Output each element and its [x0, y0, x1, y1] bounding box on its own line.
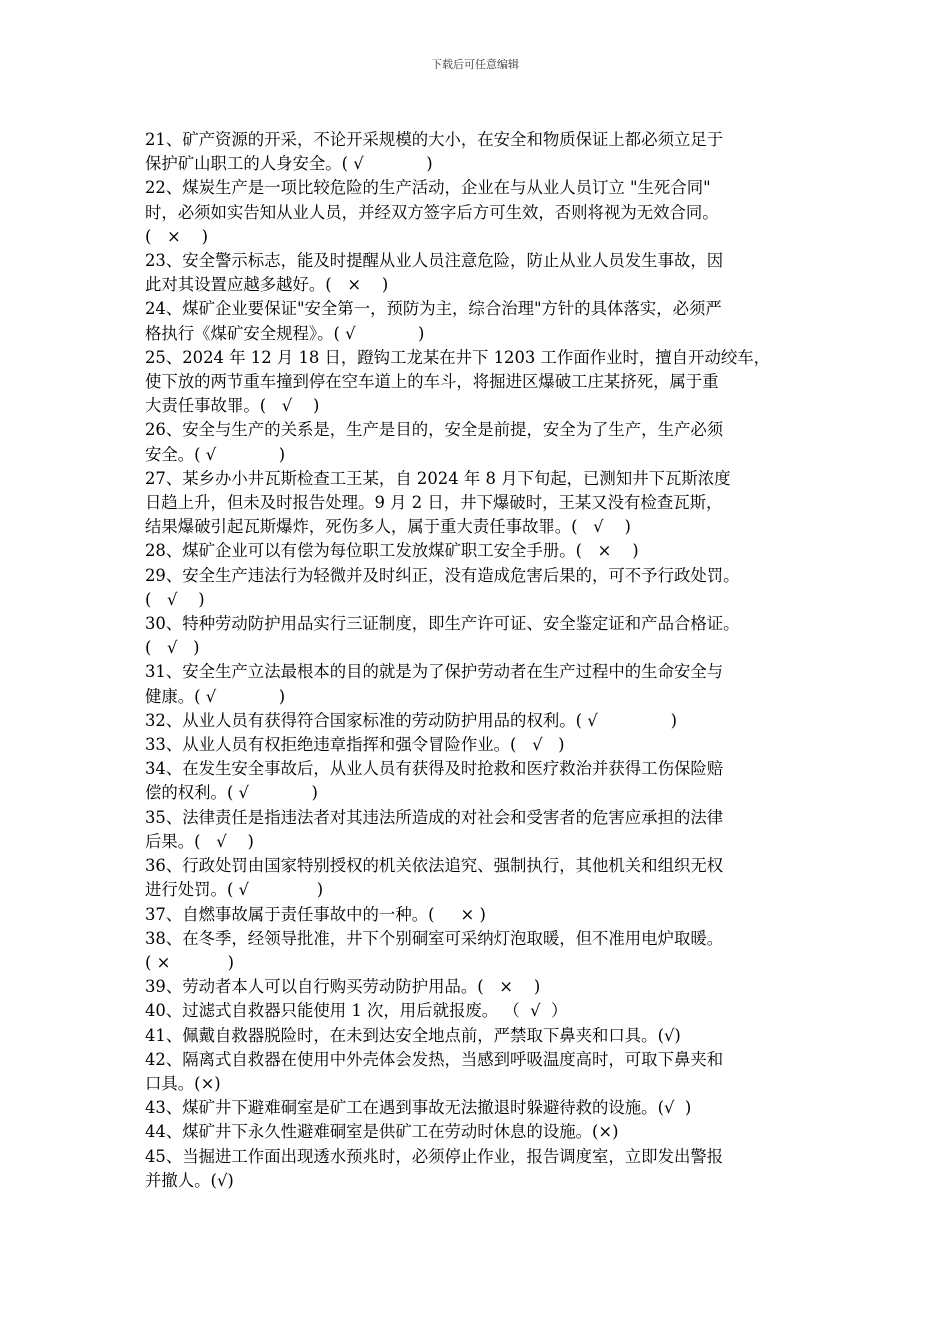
- question-item: [145, 1024, 825, 1048]
- question-line: 健康。( √ ): [145, 686, 286, 706]
- question-line: ( × ): [145, 952, 235, 972]
- question-line: 后果。( √ ): [145, 831, 254, 851]
- question-line: 38、在冬季，经领导批准，井下个别硐室可采纳灯泡取暖，但不准用电炉取暖。: [145, 928, 724, 948]
- question-item: [145, 1120, 825, 1144]
- question-line: 32、从业人员有获得符合国家标准的劳动防护用品的权利。( √ ): [145, 710, 678, 730]
- question-line: 时，必须如实告知从业人员，并经双方签字后方可生效，否则将视为无效合同。: [145, 202, 719, 222]
- question-item: [145, 176, 825, 249]
- question-line: 35、法律责任是指违法者对其违法所造成的对社会和受害者的危害应承担的法律: [145, 807, 724, 827]
- question-line: 并撤人。(√): [145, 1170, 234, 1190]
- question-line: 40、过滤式自救器只能使用 1 次，用后就报废。 （ √ ）: [145, 1001, 568, 1021]
- question-line: 39、劳动者本人可以自行购买劳动防护用品。( × ): [145, 977, 541, 997]
- question-line: ( √ ): [145, 638, 200, 658]
- question-line: 27、某乡办小井瓦斯检查工王某，自 2024 年 8 月下旬起，已测知井下瓦斯浓度: [145, 468, 731, 488]
- question-item: [145, 612, 825, 660]
- question-item: [145, 1145, 825, 1193]
- question-line: 安全。( √ ): [145, 444, 286, 464]
- question-item: [145, 806, 825, 854]
- question-line: 偿的权利。( √ ): [145, 783, 318, 803]
- question-item: [145, 927, 825, 975]
- question-item: [145, 467, 825, 540]
- question-item: [145, 1096, 825, 1120]
- question-line: 31、安全生产立法最根本的目的就是为了保护劳动者在生产过程中的生命安全与: [145, 662, 724, 682]
- question-line: 30、特种劳动防护用品实行三证制度，即生产许可证、安全鉴定证和产品合格证。: [145, 614, 740, 634]
- question-line: 42、隔离式自救器在使用中外壳体会发热，当感到呼吸温度高时，可取下鼻夹和: [145, 1049, 724, 1069]
- question-line: 28、煤矿企业可以有偿为每位职工发放煤矿职工安全手册。( × ): [145, 541, 639, 561]
- question-line: 24、煤矿企业要保证"安全第一，预防为主，综合治理"方针的具体落实，必须严: [145, 299, 722, 319]
- question-line: 大责任事故罪。( √ ): [145, 396, 320, 416]
- question-line: 保护矿山职工的人身安全。( √ ): [145, 154, 433, 174]
- question-item: [145, 297, 825, 345]
- question-item: [145, 564, 825, 612]
- question-line: 37、自燃事故属于责任事故中的一种。( × ): [145, 904, 486, 924]
- question-line: 34、在发生安全事故后，从业人员有获得及时抢救和医疗救治并获得工伤保险赔: [145, 759, 724, 779]
- question-line: 36、行政处罚由国家特别授权的机关依法追究、强制执行，其他机关和组织无权: [145, 856, 724, 876]
- question-line: 此对其设置应越多越好。( × ): [145, 275, 389, 295]
- question-list: [145, 128, 825, 1193]
- page-header: 下载后可任意编辑: [431, 58, 519, 71]
- question-item: [145, 854, 825, 902]
- question-item: [145, 346, 825, 419]
- question-line: 41、佩戴自救器脱险时，在未到达安全地点前，严禁取下鼻夹和口具。(√): [145, 1025, 681, 1045]
- question-line: 使下放的两节重车撞到停在空车道上的车斗，将掘进区爆破工庄某挤死，属于重: [145, 372, 719, 392]
- question-item: [145, 128, 825, 176]
- question-item: [145, 709, 825, 733]
- question-line: 进行处罚。( √ ): [145, 880, 324, 900]
- question-line: 44、煤矿井下永久性避难硐室是供矿工在劳动时休息的设施。(×): [145, 1122, 619, 1142]
- question-line: 日趋上升，但未及时报告处理。9 月 2 日，井下爆破时，王某又没有检查瓦斯，: [145, 493, 723, 513]
- question-line: 33、从业人员有权拒绝违章指挥和强令冒险作业。( √ ): [145, 735, 565, 755]
- question-line: ( × ): [145, 226, 208, 246]
- question-line: 43、煤矿井下避难硐室是矿工在遇到事故无法撤退时躲避待救的设施。(√ ): [145, 1098, 692, 1118]
- question-line: 格执行《煤矿安全规程》。( √ ): [145, 323, 425, 343]
- question-line: ( √ ): [145, 589, 205, 609]
- question-item: [145, 539, 825, 563]
- question-line: 26、安全与生产的关系是，生产是目的，安全是前提，安全为了生产，生产必须: [145, 420, 724, 440]
- question-item: [145, 249, 825, 297]
- question-item: [145, 975, 825, 999]
- question-line: 结果爆破引起瓦斯爆炸，死伤多人，属于重大责任事故罪。( √ ): [145, 517, 631, 537]
- question-item: [145, 660, 825, 708]
- question-line: 29、安全生产违法行为轻微并及时纠正，没有造成危害后果的，可不予行政处罚。: [145, 565, 740, 585]
- question-line: 口具。(×): [145, 1073, 221, 1093]
- question-line: 22、煤炭生产是一项比较危险的生产活动，企业在与从业人员订立 "生死合同": [145, 178, 711, 198]
- question-item: [145, 757, 825, 805]
- question-item: [145, 999, 825, 1023]
- question-item: [145, 418, 825, 466]
- question-line: 23、安全警示标志，能及时提醒从业人员注意危险，防止从业人员发生事故，因: [145, 251, 724, 271]
- question-item: [145, 1048, 825, 1096]
- question-line: 25、2024 年 12 月 18 日，蹬钩工龙某在井下 1203 工作面作业时，擅自开动绞车，: [145, 347, 771, 367]
- question-line: 21、矿产资源的开采，不论开采规模的大小，在安全和物质保证上都必须立足于: [145, 130, 724, 149]
- question-line: 45、当掘进工作面出现透水预兆时，必须停止作业，报告调度室，立即发出警报: [145, 1146, 724, 1166]
- question-item: [145, 733, 825, 757]
- question-item: [145, 903, 825, 927]
